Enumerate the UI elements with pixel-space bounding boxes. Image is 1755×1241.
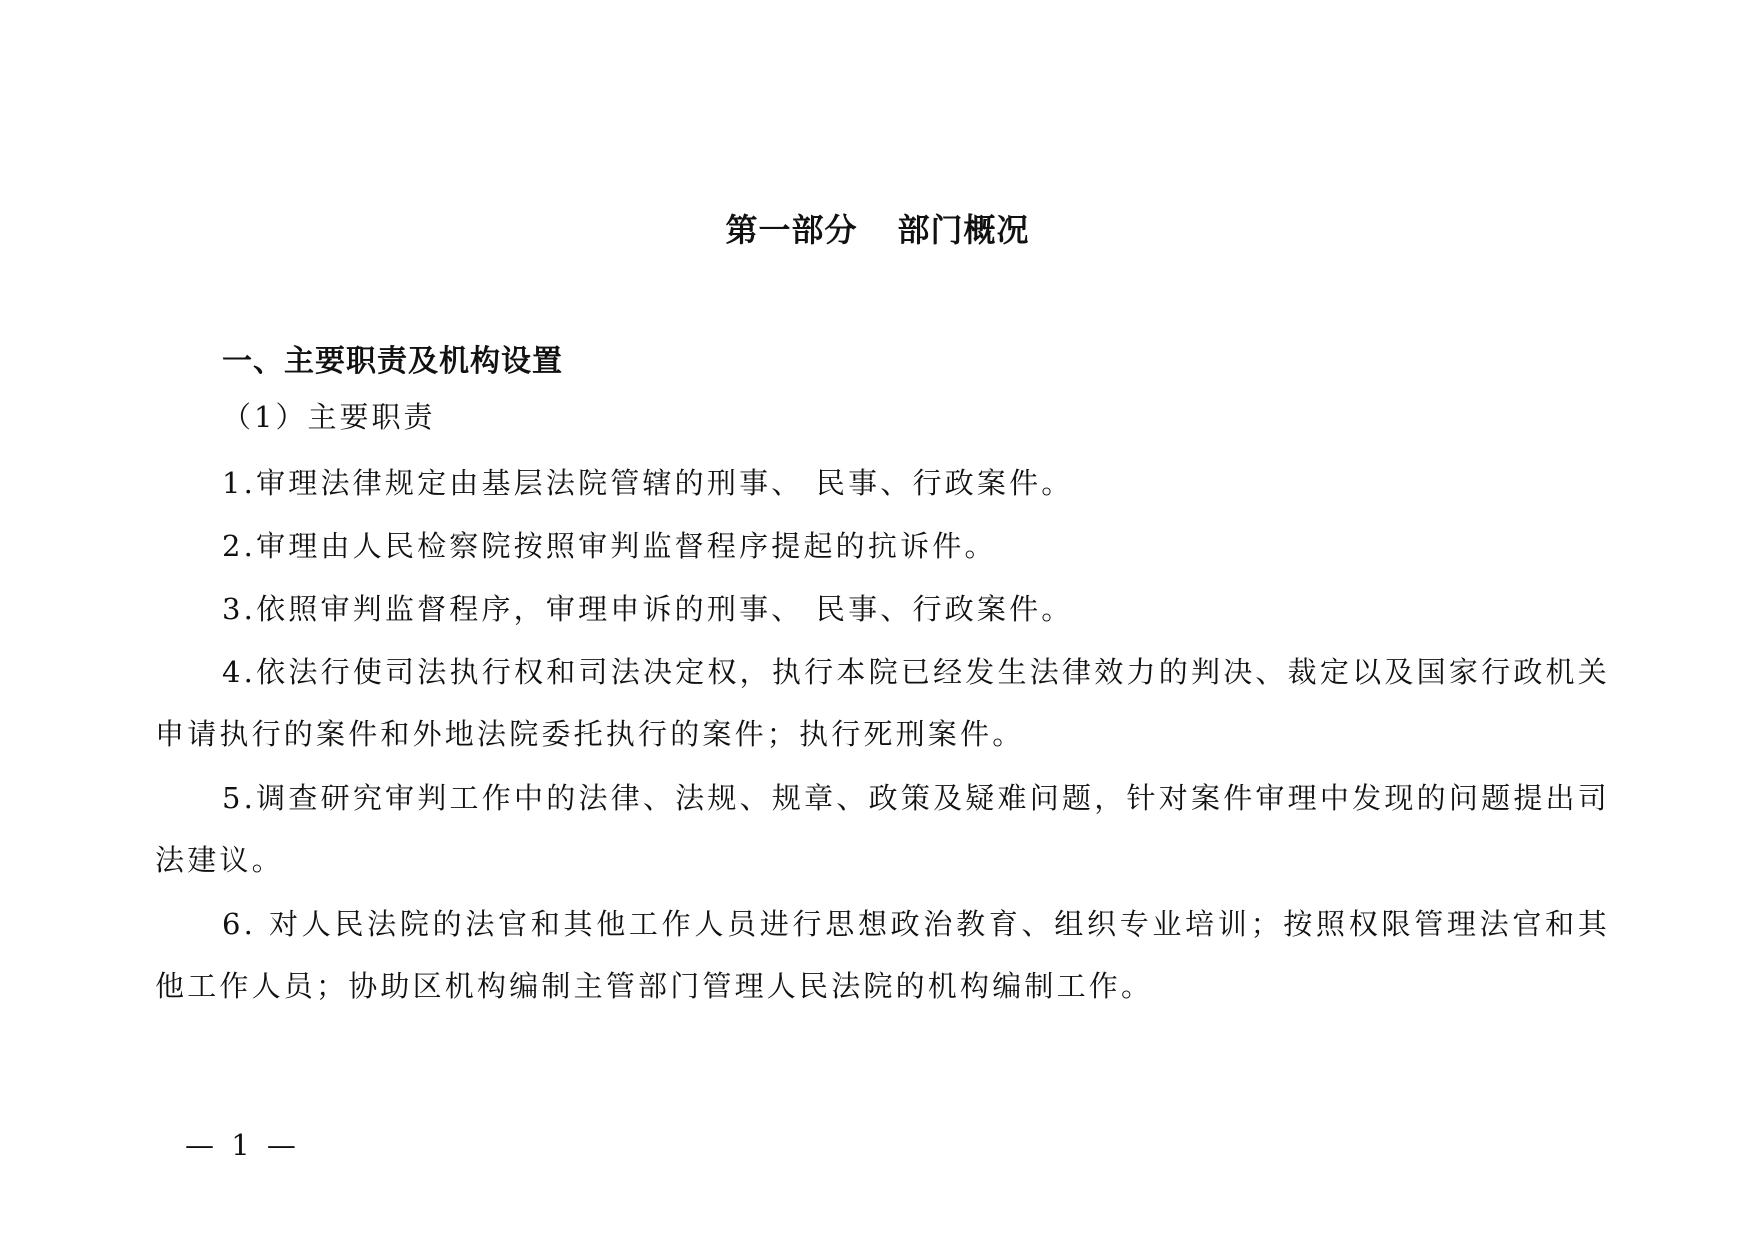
page-title [0,205,1755,255]
title-part-1: 第一部分 [725,211,858,249]
section-heading: 一、主要职责及机构设置 [222,344,563,379]
paragraph-1: 1.审理法律规定由基层法院管辖的刑事、 民事、行政案件。 [222,466,1074,500]
page-number: — 1 — [185,1128,300,1162]
paragraph-5: 5.调查研究审判工作中的法律、法规、规章、政策及疑难问题，针对案件审理中发现的问题提出司法建议。 [155,781,1610,877]
title-part-2: 部门概况 [897,211,1030,249]
paragraph-4: 4.依法行使司法执行权和司法决定权，执行本院已经发生法律效力的判决、裁定以及国家行政机关申请执行的案件和外地法院委托执行的案件；执行死刑案件。 [155,655,1610,751]
paragraph-2: 2.审理由人民检察院按照审判监督程序提起的抗诉件。 [222,529,997,563]
paragraph-3: 3.依照审判监督程序，审理申诉的刑事、 民事、行政案件。 [222,592,1074,626]
sub-heading: （1）主要职责 [222,400,436,434]
paragraph-6: 6. 对人民法院的法官和其他工作人员进行思想政治教育、组织专业培训；按照权限管理法官和其他工作人员；协助区机构编制主管部门管理人民法院的机构编制工作。 [155,907,1610,1003]
